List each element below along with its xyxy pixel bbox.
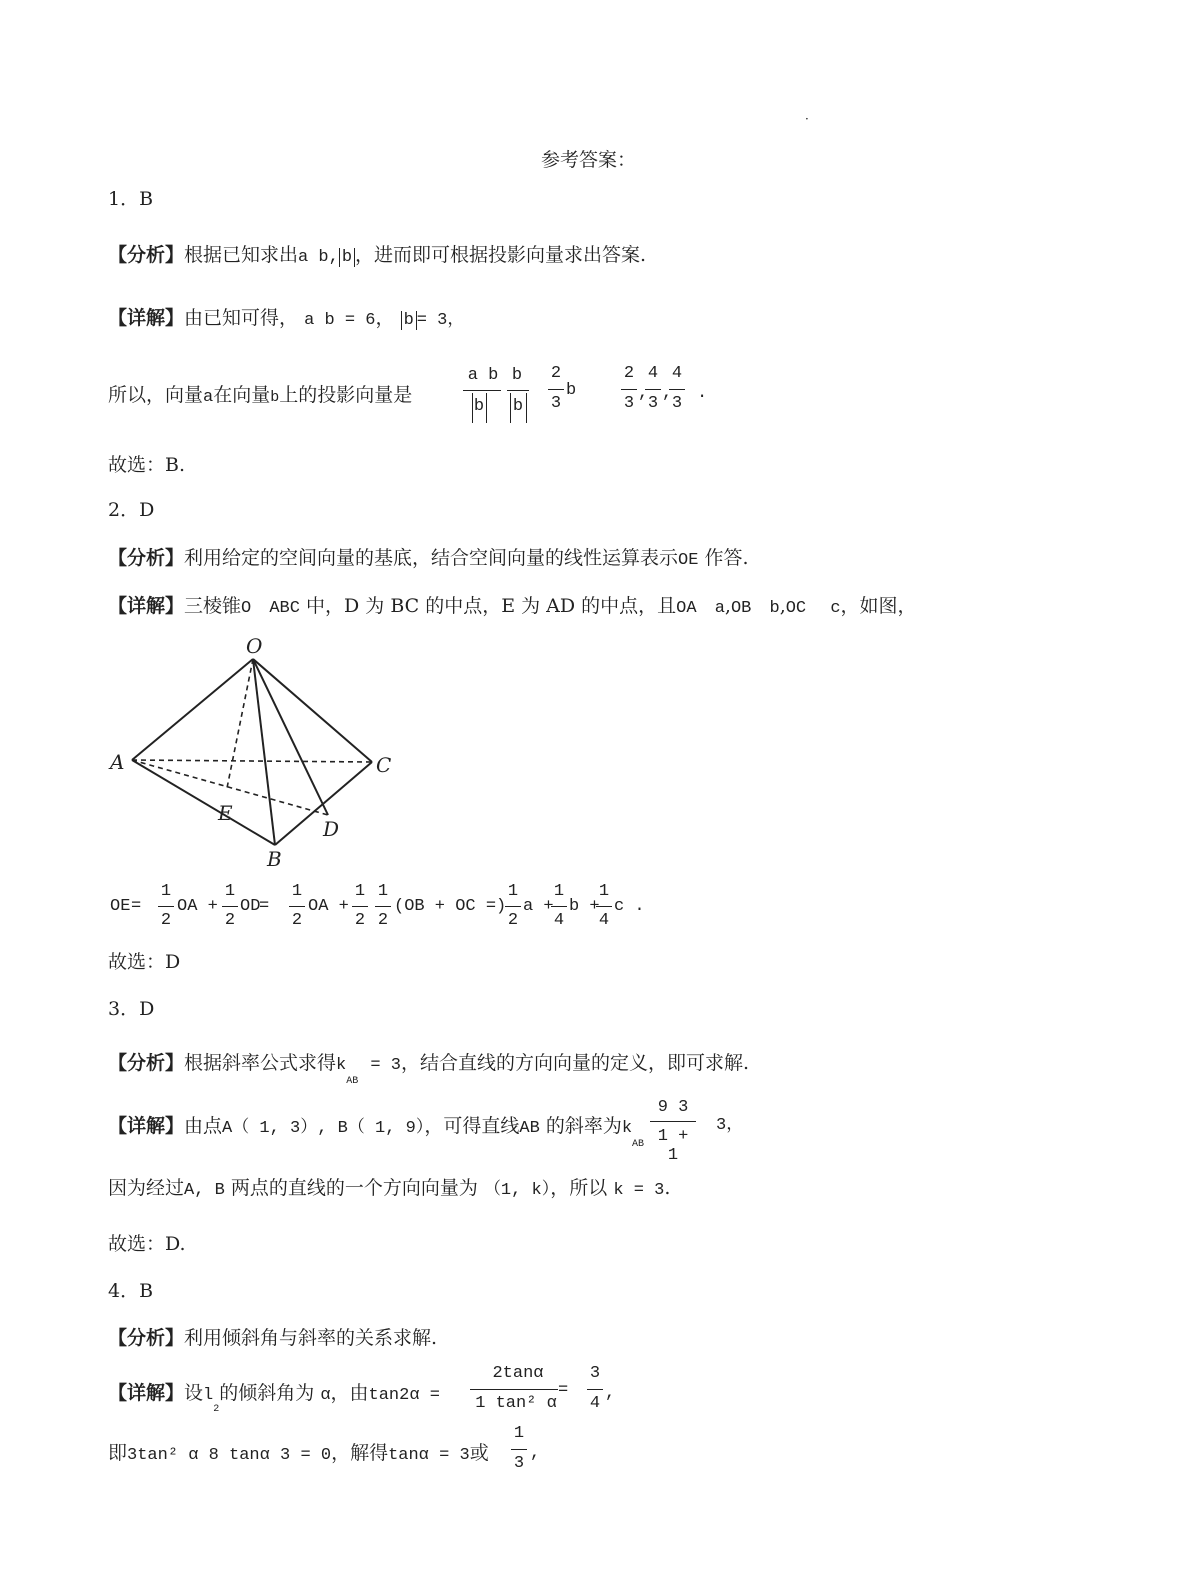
q3-analysis-text-b: ，结合直线的方向向量的定义，即可求解. <box>400 1052 749 1074</box>
q1-g3-den: 3 <box>671 394 683 413</box>
q1-l3-text-c: 上的投影向量是 <box>279 384 413 406</box>
q2-number: 2．D <box>108 499 155 521</box>
q1-projection-text <box>108 383 412 410</box>
q1-detail-eq: = 3， <box>416 311 465 330</box>
q2-eq-sign1: = <box>131 897 142 916</box>
q2-e3-bar <box>289 906 305 907</box>
q4-tan-bar <box>470 1389 558 1390</box>
q2-e7-num: 1 <box>553 882 565 901</box>
edge-OC <box>253 659 372 762</box>
page-title: 参考答案： <box>541 149 637 171</box>
q3-detail-k-sub: AB <box>632 1139 645 1150</box>
q1-g3-num: 4 <box>671 364 683 383</box>
q1-g2-bar <box>645 389 661 390</box>
q2-e6-num: 1 <box>507 882 519 901</box>
q1-comma2: , <box>662 384 673 403</box>
q2-e2-bar <box>222 906 238 907</box>
q4-detail-text-c: ，由 <box>330 1382 369 1404</box>
q1-frac3-num: 2 <box>550 364 562 383</box>
q4-eq-sign: = <box>558 1381 569 1400</box>
q1-number: 1．B <box>108 188 154 210</box>
edge-OB <box>253 659 275 845</box>
q2-analysis <box>108 546 749 573</box>
label-C: C <box>376 753 392 777</box>
q3-detail-ab: AB <box>519 1119 540 1138</box>
q1-frac1-bar <box>463 390 501 391</box>
q1-frac2-num: b <box>511 366 523 385</box>
q3-k-den: 1 + 1 <box>657 1127 689 1165</box>
q3-l3-ab: A, B <box>184 1181 225 1200</box>
analysis-tag: 【分析】 <box>108 244 185 266</box>
analysis-tag: 【分析】 <box>108 1052 185 1074</box>
detail-tag: 【详解】 <box>108 595 185 617</box>
q1-detail-text-a: 由已知可得， <box>184 307 299 329</box>
q2-analysis-oe: OE <box>678 551 699 570</box>
q1-comma1: , <box>638 384 649 403</box>
q3-analysis-k: k <box>336 1056 347 1075</box>
q3-l3-vector: （1, k） <box>483 1181 551 1200</box>
tetrahedron-figure <box>106 632 406 872</box>
q2-e6-bar <box>505 906 521 907</box>
q3-direction-text <box>108 1176 670 1203</box>
q4-analysis-text-a: 利用倾斜角与斜率的关系求解. <box>184 1327 438 1349</box>
q2-e1-num: 1 <box>160 882 172 901</box>
q3-analysis-k-sub: AB <box>346 1076 359 1087</box>
q1-norm2-left <box>510 393 511 423</box>
q3-analysis <box>108 1051 749 1087</box>
q1-frac3-den: 3 <box>550 394 562 413</box>
vector-b: b <box>270 389 280 406</box>
q1-analysis <box>108 243 646 270</box>
q2-e3-term: OA + <box>308 897 349 916</box>
q1-norm-left <box>472 393 473 423</box>
q3-detail-text-a: 由点 <box>184 1115 223 1137</box>
q2-detail-end: ，如图， <box>840 595 917 617</box>
q2-e3-den: 2 <box>291 911 303 930</box>
q3-detail-text-c: 的斜率为 <box>545 1115 622 1137</box>
q2-e6-term: a + <box>523 897 554 916</box>
q3-l3-text-a: 因为经过 <box>108 1177 185 1199</box>
q1-g1-den: 3 <box>623 394 635 413</box>
q4-s-bar <box>511 1449 527 1450</box>
q2-detail-oa: OA <box>676 599 697 618</box>
detail-tag: 【详解】 <box>108 1115 185 1137</box>
q2-e2-den: 2 <box>224 911 236 930</box>
edge-OA <box>132 659 253 760</box>
q4-l3-text-b: ，解得 <box>331 1442 389 1464</box>
q2-detail-c: c <box>830 599 841 618</box>
q1-frac2-den: b <box>512 397 524 416</box>
q4-s-den: 3 <box>513 1454 525 1473</box>
q4-solve-text <box>108 1441 489 1468</box>
q1-frac2-bar <box>507 390 529 391</box>
q3-l3-text-c: ，所以 <box>550 1177 608 1199</box>
q3-number: 3．D <box>108 998 155 1020</box>
q3-detail-k: k <box>621 1119 633 1138</box>
q2-e2-term: OD <box>240 897 261 916</box>
q1-analysis-text-c: ，进而即可根据投影向量求出答案. <box>355 244 647 266</box>
q3-l3-k: k = 3 <box>613 1181 665 1200</box>
label-B: B <box>267 847 282 871</box>
q2-e1-term: OA + <box>177 897 218 916</box>
edge-AC-hidden <box>132 760 372 762</box>
q1-frac1-num: a b <box>467 366 499 385</box>
q2-e5-term: (OB + OC =) <box>394 897 507 916</box>
q4-l3-tan: tanα = 3 <box>388 1446 470 1465</box>
analysis-tag: 【分析】 <box>108 547 185 569</box>
q4-detail-end: , <box>605 1384 616 1403</box>
detail-tag: 【详解】 <box>108 1382 185 1404</box>
q2-detail: 【详解】三棱锥O ABC 中，D 为 BC 的中点，E 为 AD 的中点，且OA a,OB b,OC c，如图， <box>108 595 917 618</box>
q2-e4-den: 2 <box>354 911 366 930</box>
q1-g2-num: 4 <box>647 364 659 383</box>
q2-e7-den: 4 <box>553 911 565 930</box>
q3-l3-end: . <box>664 1177 671 1199</box>
q4-detail-tan2: tan2α = <box>368 1386 440 1405</box>
q4-l3-text-a: 即 <box>108 1442 128 1464</box>
q4-detail-text-b: 的倾斜角为 <box>219 1382 315 1404</box>
q4-l3-end: , <box>530 1444 541 1463</box>
q2-e8-bar <box>596 906 612 907</box>
q4-detail-l: l <box>203 1386 214 1405</box>
q1-detail-comma: ， <box>375 307 395 329</box>
q2-e5-den: 2 <box>377 911 389 930</box>
q4-number: 4．B <box>108 1280 154 1302</box>
q1-g1-bar <box>621 389 637 390</box>
q1-g1-num: 2 <box>623 364 635 383</box>
q1-detail <box>108 306 464 333</box>
q4-l3-or: 或 <box>469 1442 489 1464</box>
q2-choice: 故选：D <box>108 951 181 973</box>
q4-tan-num: 2tanα <box>492 1364 544 1383</box>
q4-l3-equation: 3tan² α 8 tanα 3 = 0 <box>127 1446 332 1465</box>
q1-analysis-text-a: 根据已知求出 <box>184 244 299 266</box>
q2-e1-den: 2 <box>160 911 172 930</box>
q2-e8-term: c . <box>614 897 645 916</box>
q1-l3-text-a: 所以，向量 <box>108 384 204 406</box>
q2-e1-bar <box>158 906 174 907</box>
q4-detail-l-sub: 2 <box>213 1404 220 1415</box>
edge-OD <box>253 659 328 815</box>
label-O: O <box>246 634 263 658</box>
q2-e7-bar <box>551 906 567 907</box>
q3-detail <box>108 1114 645 1150</box>
q3-k-result: 3， <box>716 1116 744 1135</box>
q1-analysis-ab: a b, <box>298 248 339 267</box>
q2-detail-text-b: 中，D 为 BC 的中点，E 为 AD 的中点，且 <box>306 595 677 617</box>
q1-norm-right <box>486 393 487 423</box>
q2-detail-abc: ABC <box>269 599 300 618</box>
header-dot: · <box>805 112 809 126</box>
label-E: E <box>218 801 233 825</box>
q3-choice: 故选：D. <box>108 1233 186 1255</box>
q2-eq-sign2: = <box>259 897 270 916</box>
q2-eq-oe: OE <box>110 897 131 916</box>
q3-analysis-text-a: 根据斜率公式求得 <box>184 1052 337 1074</box>
q2-e8-num: 1 <box>598 882 610 901</box>
q2-analysis-text-a: 利用给定的空间向量的基底，结合空间向量的线性运算表示 <box>184 547 679 569</box>
q3-l3-text-b: 两点的直线的一个方向向量为 <box>230 1177 478 1199</box>
label-D: D <box>323 817 340 841</box>
q3-detail-points: A（ 1, 3）, B（ 1, 9） <box>222 1119 425 1138</box>
q2-e6-den: 2 <box>507 911 519 930</box>
q1-l3-text-b: 在向量 <box>213 384 271 406</box>
q1-frac3-b: b <box>566 381 577 400</box>
label-A: A <box>110 750 125 774</box>
q4-detail-alpha: α <box>320 1386 331 1405</box>
q2-e7-term: b + <box>569 897 600 916</box>
q2-e4-num: 1 <box>354 882 366 901</box>
q1-end-period: . <box>697 384 708 403</box>
q3-k-bar <box>650 1121 696 1122</box>
q4-detail <box>108 1381 440 1415</box>
q2-e5-bar <box>375 906 391 907</box>
q4-s-num: 1 <box>513 1424 525 1443</box>
q3-analysis-eq: = 3 <box>370 1056 401 1075</box>
q2-detail-text-a: 三棱锥 <box>184 595 242 617</box>
q2-analysis-text-b: 作答. <box>704 547 749 569</box>
q2-detail-oc: OC <box>785 599 807 618</box>
q4-detail-text-a: 设 <box>184 1382 204 1404</box>
analysis-tag: 【分析】 <box>108 1327 185 1349</box>
detail-tag: 【详解】 <box>108 307 185 329</box>
q2-detail-b: b <box>769 599 780 618</box>
q2-e8-den: 4 <box>598 911 610 930</box>
q3-k-num: 9 3 <box>657 1098 689 1117</box>
q1-detail-ab: a b = 6 <box>304 311 376 330</box>
q4-r-den: 4 <box>589 1394 601 1413</box>
q1-frac3-bar <box>548 389 564 390</box>
edge-AB <box>132 760 275 845</box>
q4-r-num: 3 <box>589 1364 601 1383</box>
q2-detail-a: a <box>714 599 725 618</box>
q2-e4-bar <box>352 906 368 907</box>
q4-r-bar <box>587 1389 603 1390</box>
q1-analysis-norm-b: b <box>339 248 355 267</box>
q2-detail-o: O <box>241 599 252 618</box>
q4-analysis <box>108 1326 437 1350</box>
q1-detail-norm-b: b <box>401 311 417 330</box>
q2-e3-num: 1 <box>291 882 303 901</box>
q1-g2-den: 3 <box>647 394 659 413</box>
q4-tan-den: 1 tan² α <box>475 1394 557 1413</box>
q1-norm2-right <box>526 393 527 423</box>
q3-detail-text-b: ，可得直线 <box>424 1115 520 1137</box>
q1-frac1-den: b <box>473 397 485 416</box>
q2-detail-ob: OB <box>730 599 752 618</box>
q1-g3-bar <box>669 389 685 390</box>
vector-a: a <box>203 388 214 407</box>
q1-choice: 故选：B. <box>108 454 186 476</box>
q2-e5-num: 1 <box>377 882 389 901</box>
q2-e2-num: 1 <box>224 882 236 901</box>
